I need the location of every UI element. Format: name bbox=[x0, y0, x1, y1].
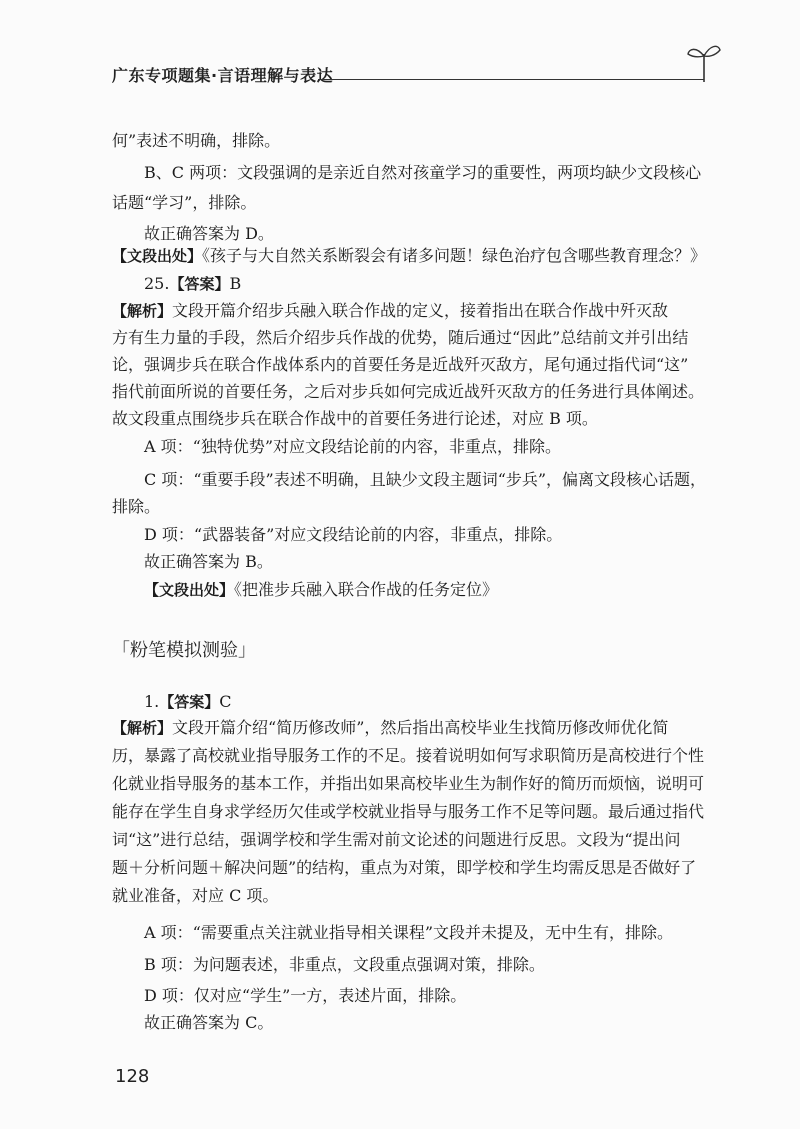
source-label: 【文段出处】 bbox=[144, 581, 235, 599]
text-line: A 项：“独特优势”对应文段结论前的内容，非重点，排除。 bbox=[144, 437, 562, 456]
analysis-line: 【解析】文段开篇介绍“简历修改师”，然后指出高校毕业生找简历修改师优化简 bbox=[112, 718, 669, 737]
text-line: C 项：“重要手段”表述不明确，且缺少文段主题词“步兵”，偏离文段核心话题， bbox=[144, 470, 707, 489]
text-line: 故正确答案为 C。 bbox=[144, 1013, 274, 1032]
page-number: 128 bbox=[115, 1066, 150, 1087]
text-line: 就业准备，对应 C 项。 bbox=[112, 886, 279, 905]
answer-line bbox=[144, 274, 718, 294]
answer-label: 【答案】 bbox=[159, 693, 220, 711]
text-line: 故正确答案为 D。 bbox=[144, 224, 274, 243]
source-line: 【文段出处】《把准步兵融入联合作战的任务定位》 bbox=[144, 580, 499, 599]
text-line: 历，暴露了高校就业指导服务工作的不足。接着说明如何写求职简历是高校进行个性 bbox=[112, 746, 705, 765]
text-line: 排除。 bbox=[112, 497, 161, 516]
section-title: 「粉笔模拟测验」 bbox=[112, 640, 256, 661]
text-line: 指代前面所说的首要任务，之后对步兵如何完成近战歼灭敌方的任务进行具体阐述。 bbox=[112, 382, 705, 401]
text-line: 能存在学生自身求学经历欠佳或学校就业指导与服务工作不足等问题。最后通过指代 bbox=[112, 802, 705, 821]
analysis-label: 【解析】 bbox=[112, 302, 173, 320]
source-label: 【文段出处】 bbox=[112, 247, 203, 265]
text-line: 故文段重点围绕步兵在联合作战中的首要任务进行论述，对应 B 项。 bbox=[112, 409, 598, 428]
source-line: 【文段出处】《孩子与大自然关系断裂会有诸多问题！绿色治疗包含哪些教育理念？》 bbox=[112, 246, 707, 265]
text-line: 话题“学习”，排除。 bbox=[112, 193, 257, 212]
answer-value: B bbox=[229, 274, 242, 293]
text-line: 方有生力量的手段，然后介绍步兵作战的优势，随后通过“因此”总结前文并引出结 bbox=[112, 328, 689, 347]
text-line: 故正确答案为 B。 bbox=[144, 552, 273, 571]
question-number: 1. bbox=[144, 692, 160, 711]
text-line: 论，强调步兵在联合作战体系内的首要任务是近战歼灭敌方，尾句通过指代词“这” bbox=[112, 355, 689, 374]
text-line: A 项：“需要重点关注就业指导相关课程”文段并未提及，无中生有，排除。 bbox=[144, 923, 674, 942]
text-line: B、C 两项：文段强调的是亲近自然对孩童学习的重要性，两项均缺少文段核心 bbox=[144, 163, 702, 182]
question-number: 25. bbox=[144, 274, 170, 293]
answer-label: 【答案】 bbox=[169, 275, 230, 293]
running-header-title: 广东专项题集·言语理解与表达 bbox=[112, 66, 334, 85]
analysis-line: 【解析】文段开篇介绍步兵融入联合作战的定义，接着指出在联合作战中歼灭敌 bbox=[112, 301, 669, 320]
text-line: 化就业指导服务的基本工作，并指出如果高校毕业生为制作好的简历而烦恼，说明可 bbox=[112, 774, 705, 793]
text-line: D 项：“武器装备”对应文段结论前的内容，非重点，排除。 bbox=[144, 525, 563, 544]
text-line: 何”表述不明确，排除。 bbox=[112, 131, 281, 150]
text-line: 词“这”进行总结，强调学校和学生需对前文论述的问题进行反思。文段为“提出问 bbox=[112, 830, 681, 849]
text-line: B 项：为问题表述，非重点，文段重点强调对策，排除。 bbox=[144, 955, 545, 974]
text-line: D 项：仅对应“学生”一方，表述片面，排除。 bbox=[144, 986, 467, 1005]
answer-line bbox=[144, 692, 718, 712]
analysis-label: 【解析】 bbox=[112, 719, 173, 737]
sprout-icon bbox=[686, 40, 722, 84]
header-rule bbox=[318, 79, 704, 80]
answer-value: C bbox=[219, 692, 232, 711]
text-line: 题＋分析问题＋解决问题”的结构，重点为对策，即学校和学生均需反思是否做好了 bbox=[112, 858, 697, 877]
